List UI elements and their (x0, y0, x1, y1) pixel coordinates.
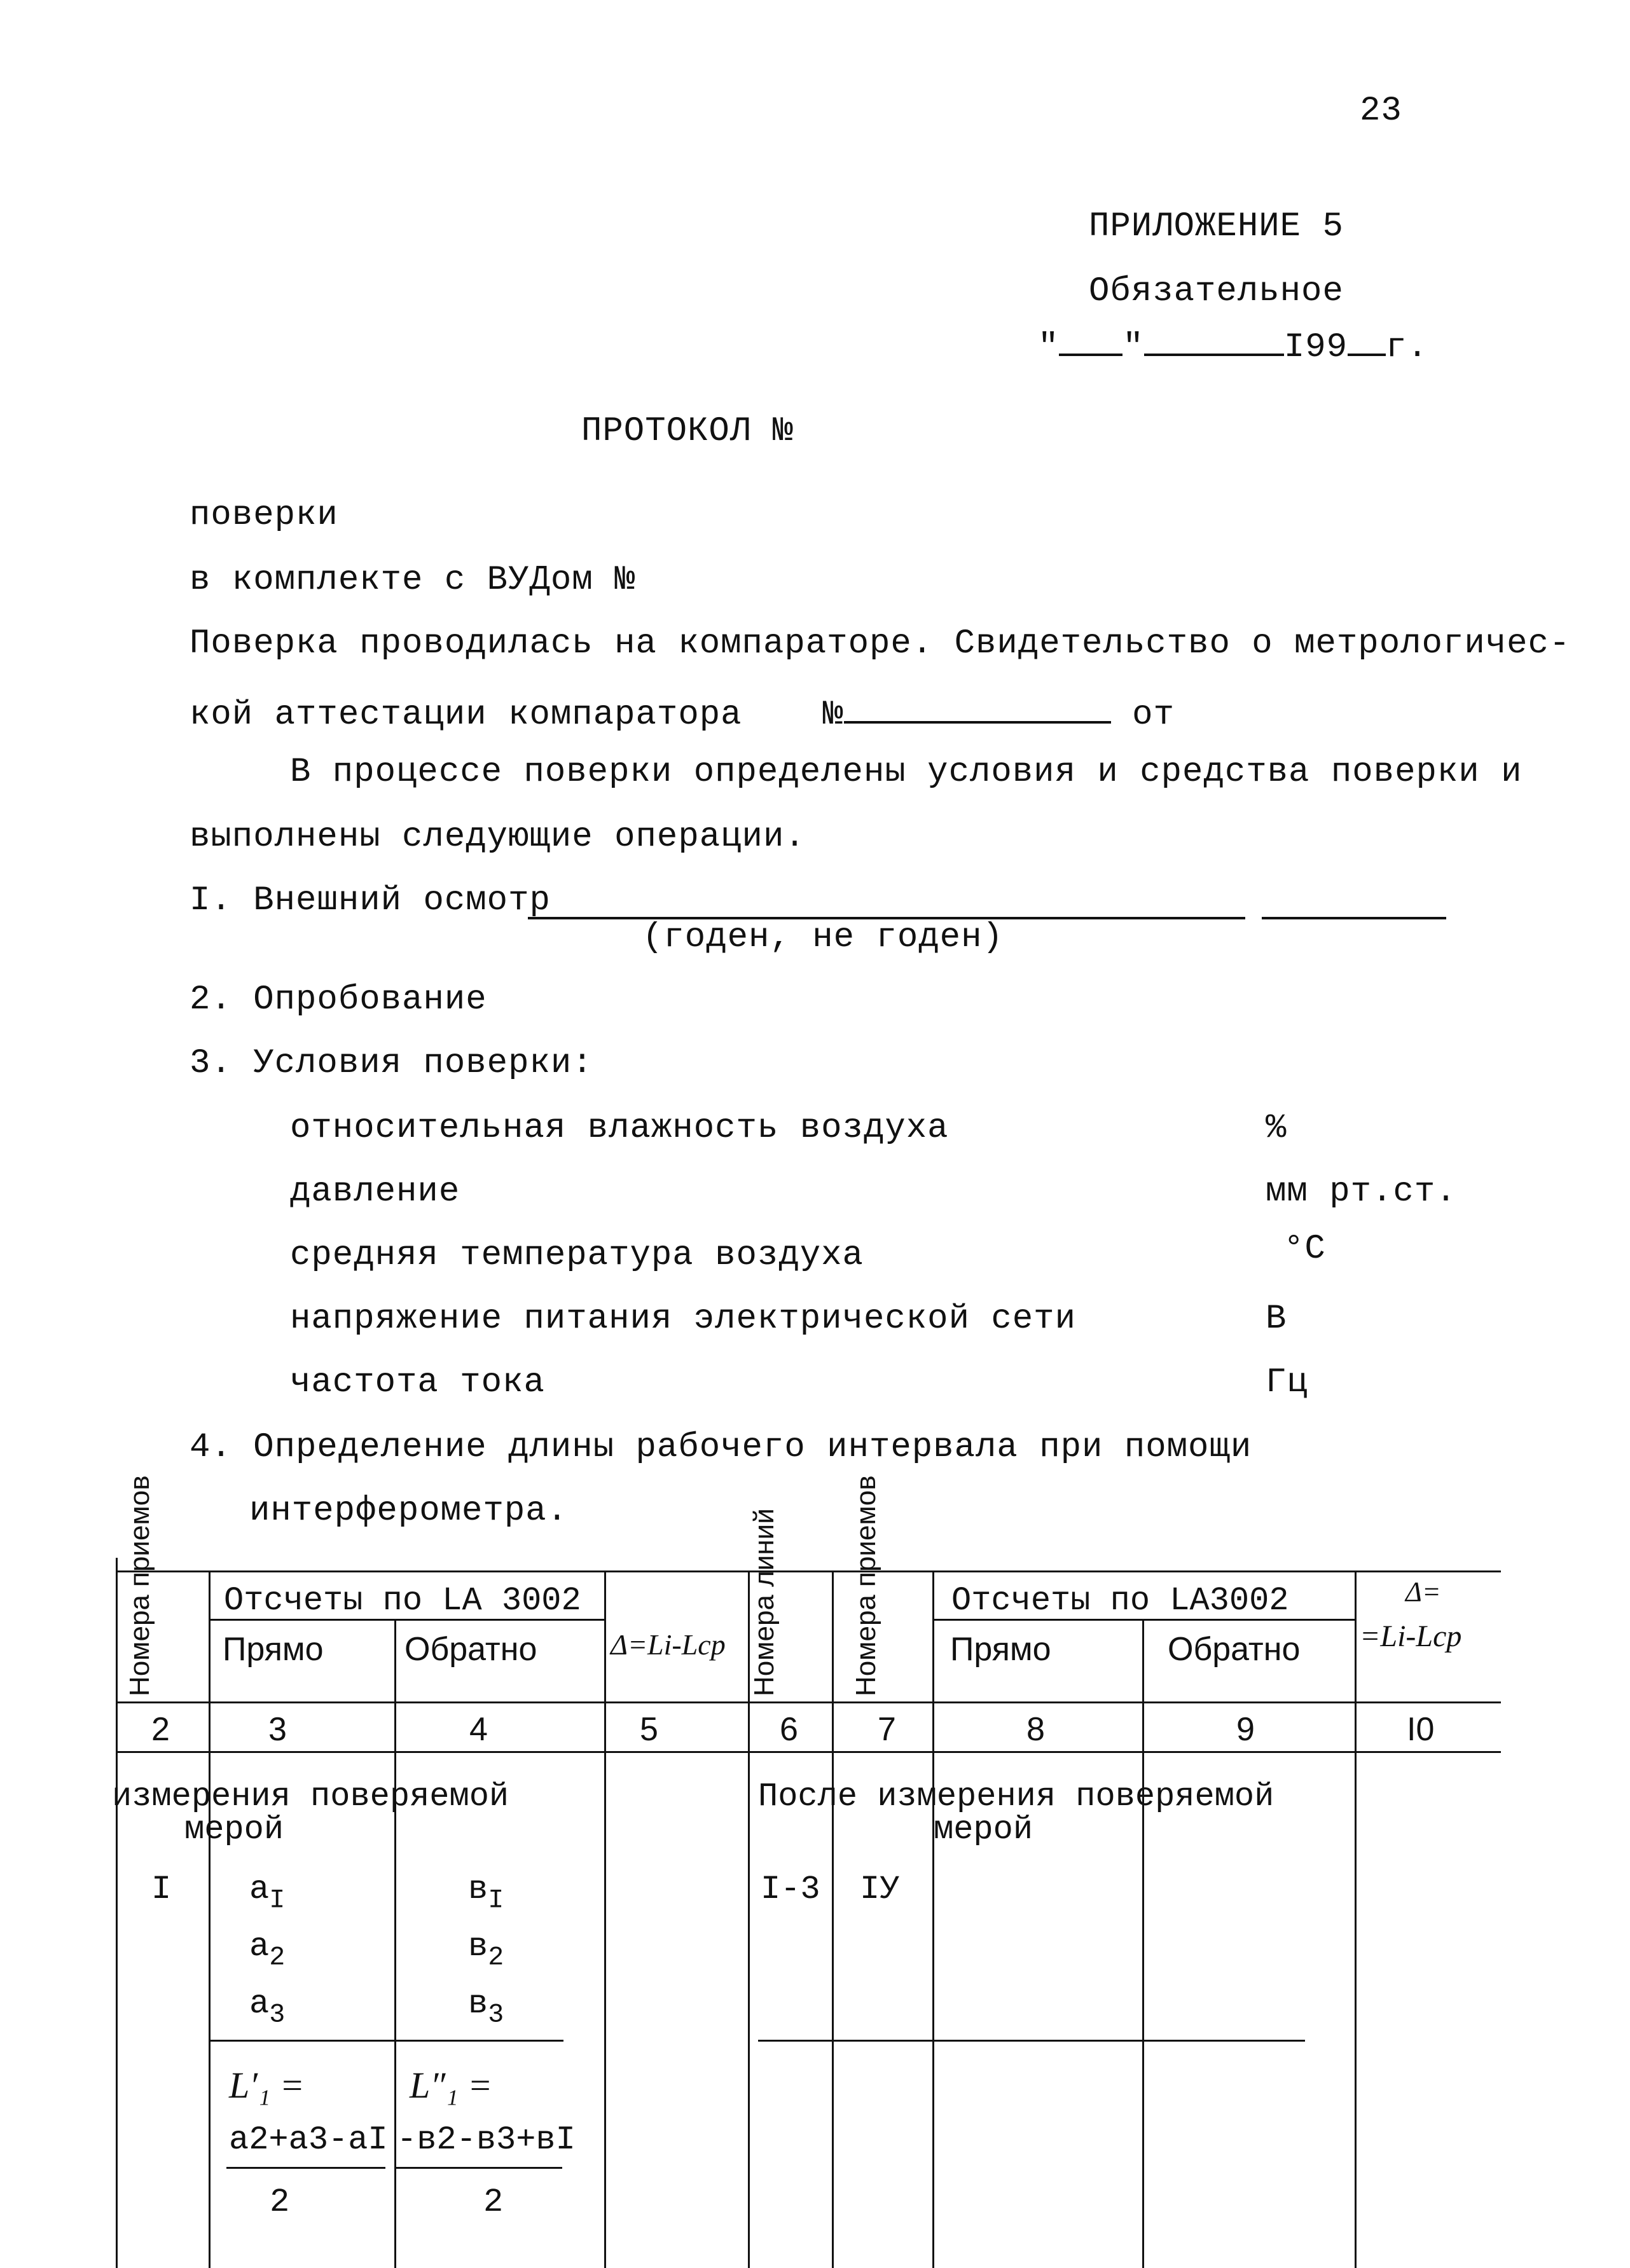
col-number-2: 2 (151, 1711, 170, 1748)
item-1-blank-b (1262, 917, 1446, 919)
header-lines: Номера линий (749, 1508, 780, 1696)
section-left-label-2: мерой (184, 1811, 284, 1848)
formula-l2-fraction-bar (396, 2167, 562, 2169)
formula-l2: L″₁ = (410, 2065, 493, 2106)
col-number-7: 7 (878, 1711, 896, 1748)
header-delta-right-2: =Li-Lср (1360, 1619, 1462, 1653)
section-right-label: После измерения поверяемой (758, 1778, 1274, 1815)
condition-humidity-label: относительная влажность воздуха (290, 1109, 949, 1148)
comparator-line-2 (190, 691, 1175, 732)
comparator-line-1: Поверка проводилась на компараторе. Свидетельство о метрологичес- (190, 624, 1571, 663)
verification-label: поверки (190, 496, 338, 535)
table-top-rule (116, 1570, 1501, 1572)
col-reverse-right (604, 1570, 606, 2268)
condition-voltage-label: напряжение питания электрической сети (290, 1300, 1076, 1338)
col-number-3: 3 (268, 1711, 287, 1748)
comparator-number-sign: № (822, 696, 844, 734)
page-number: 23 (1360, 92, 1402, 130)
header-direct-left: Прямо (223, 1631, 324, 1668)
col-receptions-right-2 (932, 1570, 934, 2268)
process-line-2: выполнены следующие операции. (190, 818, 806, 856)
date-suffix: г. (1386, 328, 1428, 367)
col-number-10: I0 (1407, 1711, 1435, 1748)
comparator-number-blank (844, 691, 1111, 724)
formula-l1-numerator: a2+a3-aI (229, 2121, 388, 2159)
left-values-rule (210, 2040, 563, 2042)
header-direct-right: Прямо (950, 1631, 1051, 1668)
header-readings-right: Отсчеты по LA3002 (951, 1582, 1289, 1619)
condition-voltage-unit: В (1266, 1300, 1287, 1338)
date-open-quote: " (1038, 328, 1060, 367)
col-direct-right (394, 1619, 396, 2268)
condition-frequency-label: частота тока (290, 1363, 545, 1402)
formula-l1-fraction-bar (226, 2167, 385, 2169)
appendix-status: Обязательное (1089, 272, 1344, 311)
date-month-blank (1144, 323, 1284, 356)
right-values-rule (758, 2040, 1305, 2042)
right-lines-value: I-3 (761, 1871, 820, 1908)
col-number-8: 8 (1026, 1711, 1045, 1748)
value-a1: $a_I$ (249, 1871, 286, 1916)
value-a2: $a_2$ (249, 1928, 286, 1973)
condition-frequency-unit: Гц (1266, 1363, 1308, 1402)
col-direct-right-2 (1142, 1619, 1144, 2268)
col-reverse-right-2 (1355, 1570, 1357, 2268)
process-line-1: В процессе поверки определены условия и средства поверки и (290, 753, 1523, 792)
col-number-4: 4 (469, 1711, 488, 1748)
condition-temperature-label: средняя температура воздуха (290, 1236, 864, 1275)
table-header-bottom-rule (116, 1701, 1501, 1703)
right-reception-value: IУ (860, 1871, 900, 1908)
comparator-from: от (1132, 696, 1175, 734)
col-lines-right (832, 1570, 834, 2268)
table-left-edge (116, 1558, 118, 2268)
condition-pressure-label: давление (290, 1172, 460, 1211)
condition-temperature-unit: °С (1283, 1230, 1326, 1268)
date-day-blank (1059, 323, 1122, 356)
value-b1: $в_I$ (468, 1871, 504, 1916)
value-b3: $в_3$ (468, 1985, 504, 2030)
condition-humidity-unit: % (1266, 1109, 1287, 1148)
table-numbers-bottom-rule (116, 1751, 1501, 1753)
item-1-note: (годен, не годен) (642, 918, 1004, 957)
header-reverse-left: Обратно (404, 1631, 537, 1668)
row-reception-number: I (151, 1871, 172, 1908)
formula-l1-denominator: 2 (270, 2183, 290, 2221)
col-number-5: 5 (640, 1711, 658, 1748)
kit-line: в комплекте с ВУДом № (190, 561, 636, 600)
col-number-6: 6 (780, 1711, 798, 1748)
col-number-9: 9 (1236, 1711, 1255, 1748)
date-close-quote: " (1122, 328, 1144, 367)
appendix-title: ПРИЛОЖЕНИЕ 5 (1089, 207, 1344, 246)
header-reverse-right: Обратно (1168, 1631, 1301, 1668)
item-3: 3. Условия поверки: (190, 1044, 593, 1083)
condition-pressure-unit: мм рт.ст. (1266, 1172, 1457, 1211)
value-b2: $в_2$ (468, 1928, 504, 1973)
header-delta-right-1: Δ= (1406, 1576, 1441, 1607)
date-line (1038, 323, 1428, 365)
protocol-title: ПРОТОКОЛ № (581, 412, 794, 451)
comparator-line-2-text: кой аттестации компаратора (190, 696, 742, 734)
item-4-line-2: интерферометра. (249, 1492, 569, 1530)
item-1: I. Внешний осмотр (190, 881, 551, 920)
col-receptions-right (209, 1570, 211, 2268)
date-year: I99 (1283, 328, 1348, 367)
header-receptions-right: Номера приемов (850, 1475, 881, 1696)
section-left-label: измерения поверяемой (112, 1778, 509, 1815)
formula-l1: L′₁ = (229, 2065, 305, 2106)
header-receptions-left: Номера приемов (124, 1475, 155, 1696)
header-delta-left: Δ=Li-Lср (611, 1628, 726, 1661)
header-readings-left: Отсчеты по LA 3002 (224, 1582, 581, 1619)
section-right-label-2: мерой (934, 1811, 1033, 1848)
formula-l2-numerator: -в2-в3+вI (397, 2121, 576, 2159)
formula-l2-denominator: 2 (483, 2183, 504, 2221)
item-4-line-1: 4. Определение длины рабочего интервала при помощи (190, 1428, 1252, 1467)
item-2: 2. Опробование (190, 980, 487, 1019)
value-a3: $a_3$ (249, 1985, 286, 2030)
date-year-blank (1348, 323, 1386, 356)
